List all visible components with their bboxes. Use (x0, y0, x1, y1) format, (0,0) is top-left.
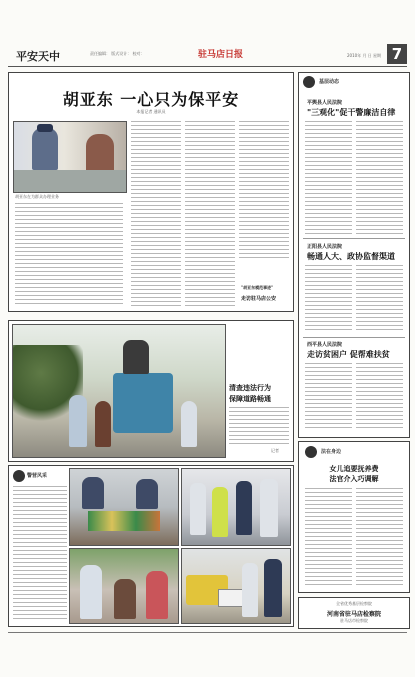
section-title: 平安天中 (16, 50, 60, 63)
middle-body-text (229, 407, 289, 445)
photo-traffic-scene (181, 548, 291, 624)
traffic-officer-2 (264, 559, 282, 617)
tricycle-image (113, 373, 173, 433)
cargo-pile (123, 340, 149, 374)
item3-body-a (305, 363, 352, 431)
road-check-photo (12, 324, 226, 458)
middle-byline: 记者 (271, 448, 279, 453)
police-cap-icon (37, 124, 53, 132)
law-body-a (305, 488, 352, 586)
display-table (88, 511, 160, 531)
court-emblem-icon (303, 76, 315, 88)
item3-court: 西平县人民法院 (307, 342, 343, 348)
middle-title-line2: 保障道路畅通 (229, 395, 271, 403)
item1-body-a (305, 121, 352, 235)
photo-column-captions (13, 486, 67, 620)
right-news-column (298, 72, 410, 438)
traffic-officer-1 (242, 563, 258, 617)
item2-body-a (305, 265, 352, 333)
editor-info: 责任编辑： 版式设计： 校对： (90, 51, 145, 56)
photo-patrol-officers (181, 468, 291, 546)
officer-figure-b (136, 479, 158, 509)
officer-figure-left (69, 395, 87, 447)
masthead: 驻马店日报 (198, 50, 244, 60)
ad-line1: 全省优秀基层检察院 (336, 601, 372, 606)
feature-photo (13, 121, 127, 193)
issue-date: 2010年 月 日 星期 (347, 53, 381, 58)
middle-title-line1: 清查违法行为 (229, 384, 271, 392)
photo-column (8, 465, 294, 627)
law-title-line2: 法官介入巧调解 (329, 475, 379, 483)
photo-officers-table (69, 468, 179, 546)
item3-title: 走访贫困户 促帮难扶贫 (307, 350, 390, 359)
photo-community-visit (69, 548, 179, 624)
law-body-b (356, 488, 403, 586)
right-column-label: 基层动态 (319, 79, 340, 85)
photo-caption: 胡亚东在为群众办理业务 (15, 194, 59, 199)
body-column-3 (185, 121, 235, 307)
visit-elder (114, 579, 136, 619)
item2-title: 畅通人大、政协监督渠道 (307, 252, 395, 261)
body-column-4 (239, 121, 289, 261)
section-emblem-icon (13, 470, 25, 482)
main-feature (8, 72, 294, 312)
counter-desk (14, 170, 126, 192)
side-note: "胡亚东模范事迹" (241, 285, 274, 290)
footer-rule (8, 632, 407, 633)
main-byline: 本报记者 通讯员 (136, 109, 166, 114)
visit-officer (80, 565, 102, 619)
item1-title: "三观化"促干警廉洁自律 (307, 108, 396, 117)
item1-body-b (356, 121, 403, 235)
law-title-line1: 女儿追要抚养费 (329, 465, 379, 473)
law-emblem-icon (305, 446, 317, 458)
officer-figure-a (82, 477, 104, 509)
item3-body-b (356, 363, 403, 431)
footer-line: 走访驻马店公安 (241, 296, 277, 302)
bottom-ad (298, 597, 410, 629)
patrol-officer-4 (260, 479, 278, 537)
officer-figure (32, 128, 58, 170)
visit-woman (146, 571, 168, 619)
driver-figure (95, 401, 111, 447)
officer-figure-right (181, 401, 197, 447)
middle-story (8, 320, 294, 462)
ad-line3: 驻马店市检察院 (340, 618, 368, 623)
item2-court: 正阳县人民法院 (307, 244, 343, 250)
law-label: 法在身边 (321, 449, 342, 455)
page-header (8, 44, 407, 67)
ad-line2: 河南省驻马店检察院 (326, 611, 381, 618)
divider-1 (303, 238, 405, 239)
item1-court: 平舆县人民法院 (307, 100, 343, 106)
patrol-officer-2 (212, 487, 228, 537)
photo-column-label: 警营风采 (27, 473, 48, 479)
body-column-1 (15, 203, 123, 307)
divider-2 (303, 337, 405, 338)
body-column-2 (131, 121, 181, 307)
patrol-officer-1 (190, 483, 206, 535)
page-number: 7 (387, 44, 407, 64)
item2-body-b (356, 265, 403, 333)
main-title: 胡亚东 一心只为保平安 (62, 90, 240, 109)
patrol-officer-3 (236, 481, 252, 535)
law-story-box (298, 441, 410, 593)
